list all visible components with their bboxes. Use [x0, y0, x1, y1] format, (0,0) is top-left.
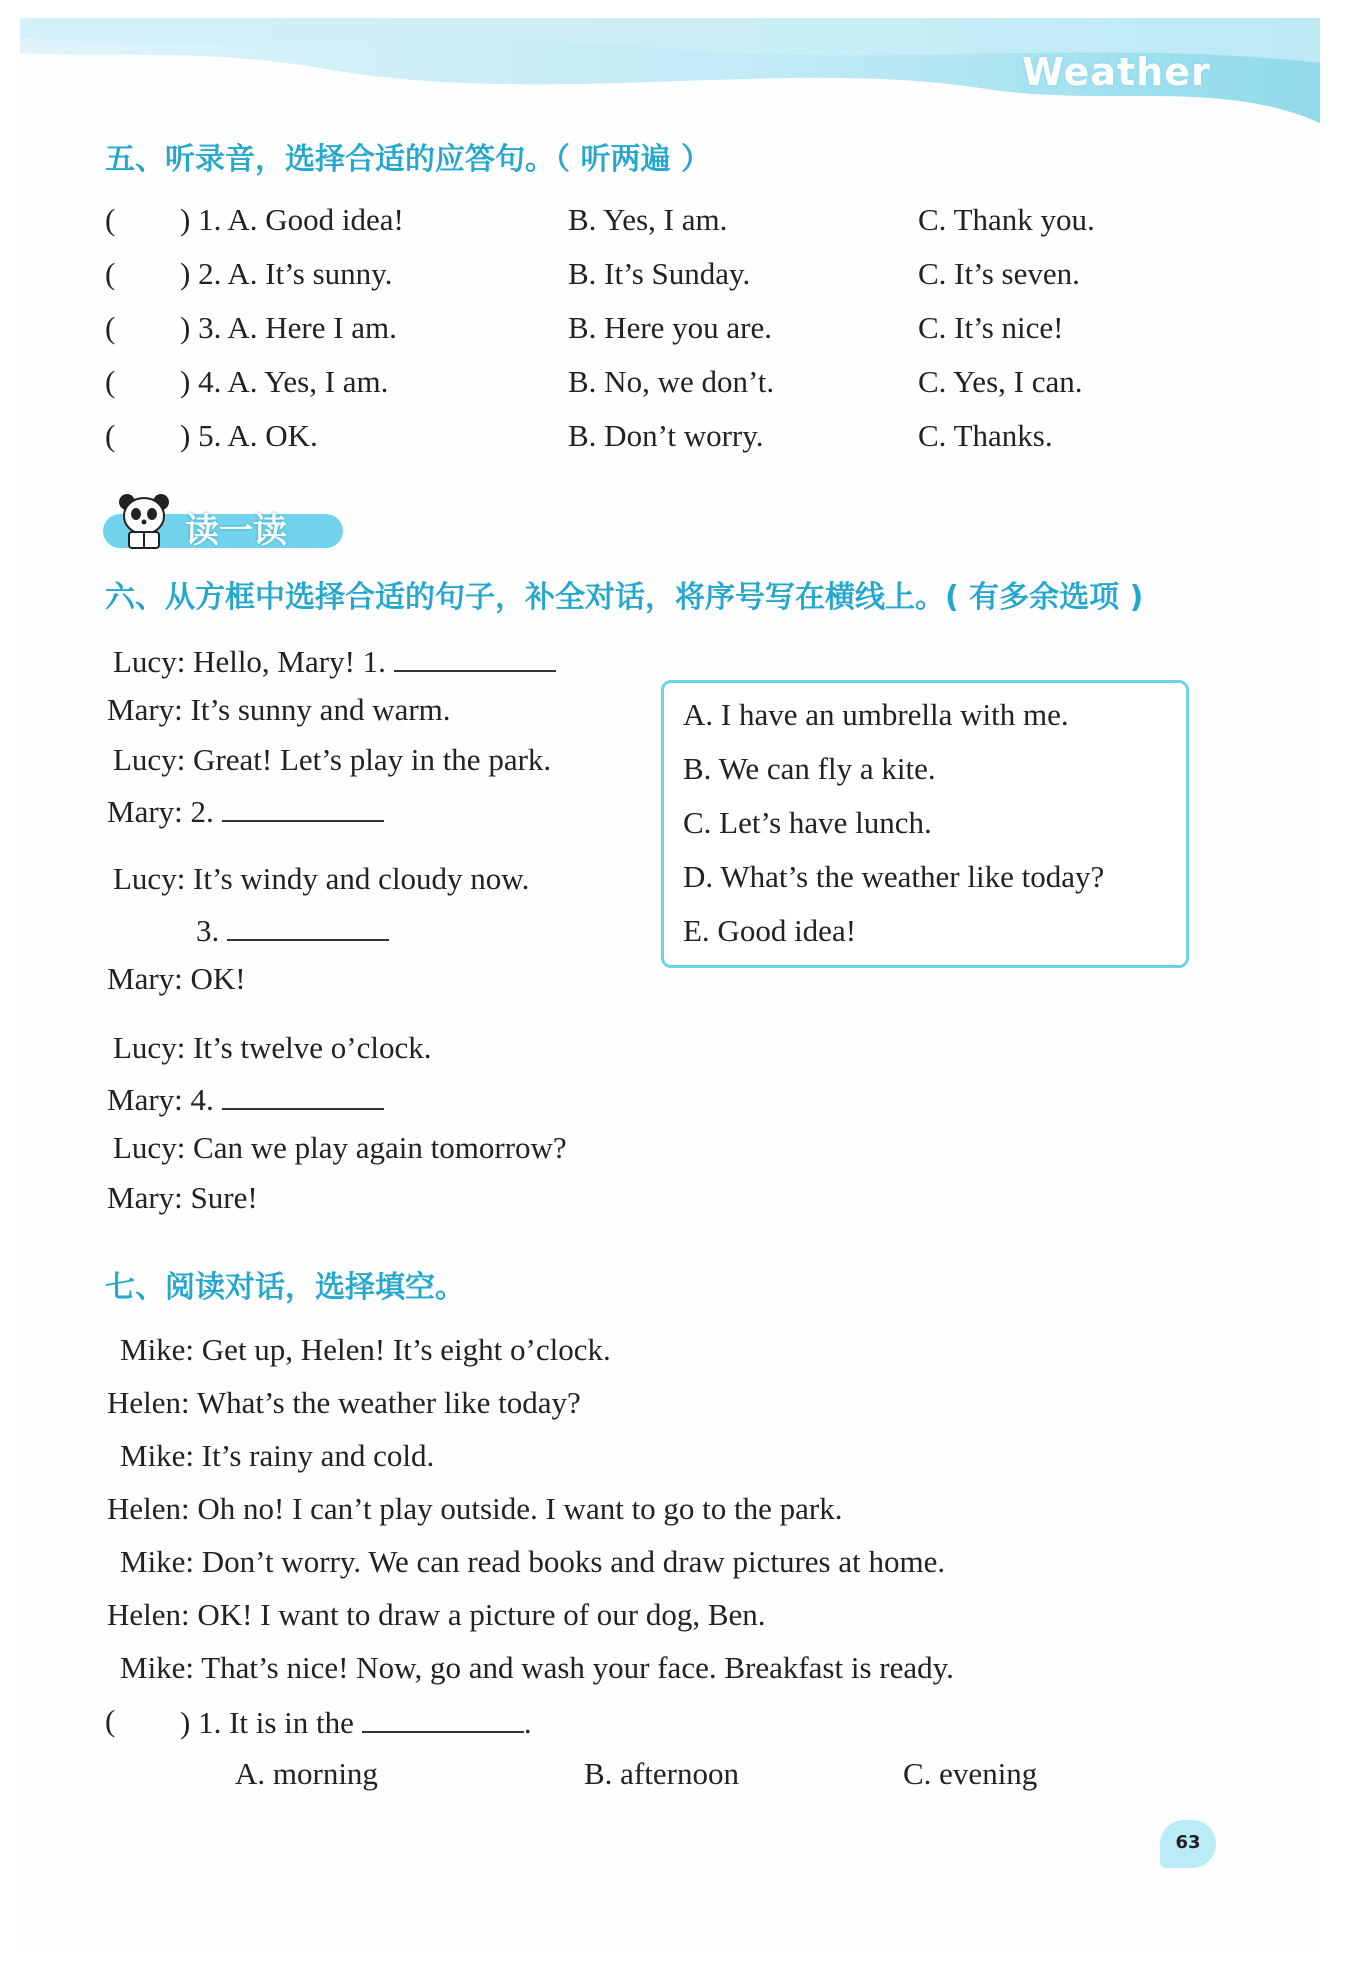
question-option-c: C. It’s nice! [918, 310, 1064, 345]
answer-paren[interactable]: ( [105, 256, 116, 291]
question-option-b: B. Yes, I am. [568, 202, 728, 237]
question-option-c: C. It’s seven. [918, 256, 1080, 291]
unit-title: Weather [1022, 50, 1211, 94]
dialogue-line: Lucy: It’s twelve o’clock. [113, 1030, 432, 1065]
answer-paren[interactable]: ( [105, 310, 116, 345]
question-option-a: ) 3. A. Here I am. [180, 310, 397, 345]
dialogue-line: Helen: Oh no! I can’t play outside. I want to go to the park. [107, 1491, 843, 1526]
question-option-a: ) 2. A. It’s sunny. [180, 256, 393, 291]
question-period: . [523, 1705, 532, 1740]
section-7-heading: 七、阅读对话，选择填空。 [105, 1270, 465, 1305]
choice-a: A. morning [235, 1756, 378, 1791]
dialogue-line [107, 792, 384, 830]
option-item: C. Let’s have lunch. [683, 805, 932, 840]
answer-paren[interactable]: ( [105, 202, 116, 237]
page-number-badge [1160, 1820, 1216, 1868]
panda-icon [117, 492, 171, 550]
dialogue-line: Mike: Don’t worry. We can read books and draw pictures at home. [120, 1544, 946, 1579]
dialogue-text: Lucy: Hello, Mary! 1. [113, 644, 386, 679]
dialogue-line: Helen: What’s the weather like today? [107, 1385, 581, 1420]
dialogue-text: 3. [196, 913, 220, 948]
answer-blank[interactable] [222, 792, 384, 822]
answer-paren[interactable]: ( [105, 1703, 116, 1738]
answer-blank[interactable] [222, 1080, 384, 1110]
dialogue-line: Helen: OK! I want to draw a picture of our dog, Ben. [107, 1597, 766, 1632]
answer-paren[interactable]: ( [105, 364, 116, 399]
question-option-c: C. Thanks. [918, 418, 1053, 453]
choice-b: B. afternoon [584, 1756, 739, 1791]
section-6-heading: 六、从方框中选择合适的句子，补全对话，将序号写在横线上。( 有多余选项 ) [105, 580, 1144, 615]
dialogue-line: Mike: That’s nice! Now, go and wash your face. Breakfast is ready. [120, 1650, 954, 1685]
read-section-badge [103, 500, 343, 551]
dialogue-line: Lucy: Can we play again tomorrow? [113, 1130, 567, 1165]
dialogue-line [107, 1080, 384, 1118]
dialogue-text: Mary: 4. [107, 1082, 214, 1117]
dialogue-line [113, 642, 556, 680]
option-item: D. What’s the weather like today? [683, 859, 1105, 894]
options-box [661, 680, 1189, 968]
option-item: B. We can fly a kite. [683, 751, 936, 786]
dialogue-line [196, 911, 389, 949]
question-option-b: B. Here you are. [568, 310, 772, 345]
answer-blank[interactable] [227, 911, 389, 941]
question-option-a: ) 5. A. OK. [180, 418, 318, 453]
badge-label: 读一读 [185, 511, 287, 551]
answer-blank[interactable] [394, 642, 556, 672]
dialogue-line: Mary: OK! [107, 961, 246, 996]
choice-c: C. evening [903, 1756, 1038, 1791]
question-stem [180, 1703, 532, 1741]
dialogue-line: Mary: Sure! [107, 1180, 258, 1215]
question-option-b: B. It’s Sunday. [568, 256, 751, 291]
question-option-c: C. Yes, I can. [918, 364, 1083, 399]
dialogue-line: Mary: It’s sunny and warm. [107, 692, 451, 727]
dialogue-line: Lucy: It’s windy and cloudy now. [113, 861, 530, 896]
question-text: ) 1. It is in the [180, 1705, 354, 1740]
page-number: 63 [1175, 1832, 1201, 1853]
dialogue-line: Lucy: Great! Let’s play in the park. [113, 742, 552, 777]
dialogue-line: Mike: Get up, Helen! It’s eight o’clock. [120, 1332, 611, 1367]
dialogue-line: Mike: It’s rainy and cold. [120, 1438, 435, 1473]
question-option-a: ) 4. A. Yes, I am. [180, 364, 389, 399]
dialogue-text: Mary: 2. [107, 794, 214, 829]
question-option-b: B. No, we don’t. [568, 364, 775, 399]
answer-paren[interactable]: ( [105, 418, 116, 453]
option-item: E. Good idea! [683, 913, 857, 948]
section-5-heading: 五、听录音，选择合适的应答句。（ 听两遍 ） [105, 142, 711, 177]
option-item: A. I have an umbrella with me. [683, 697, 1069, 732]
answer-blank[interactable] [362, 1703, 524, 1733]
question-option-c: C. Thank you. [918, 202, 1095, 237]
question-option-a: ) 1. A. Good idea! [180, 202, 404, 237]
question-option-b: B. Don’t worry. [568, 418, 764, 453]
